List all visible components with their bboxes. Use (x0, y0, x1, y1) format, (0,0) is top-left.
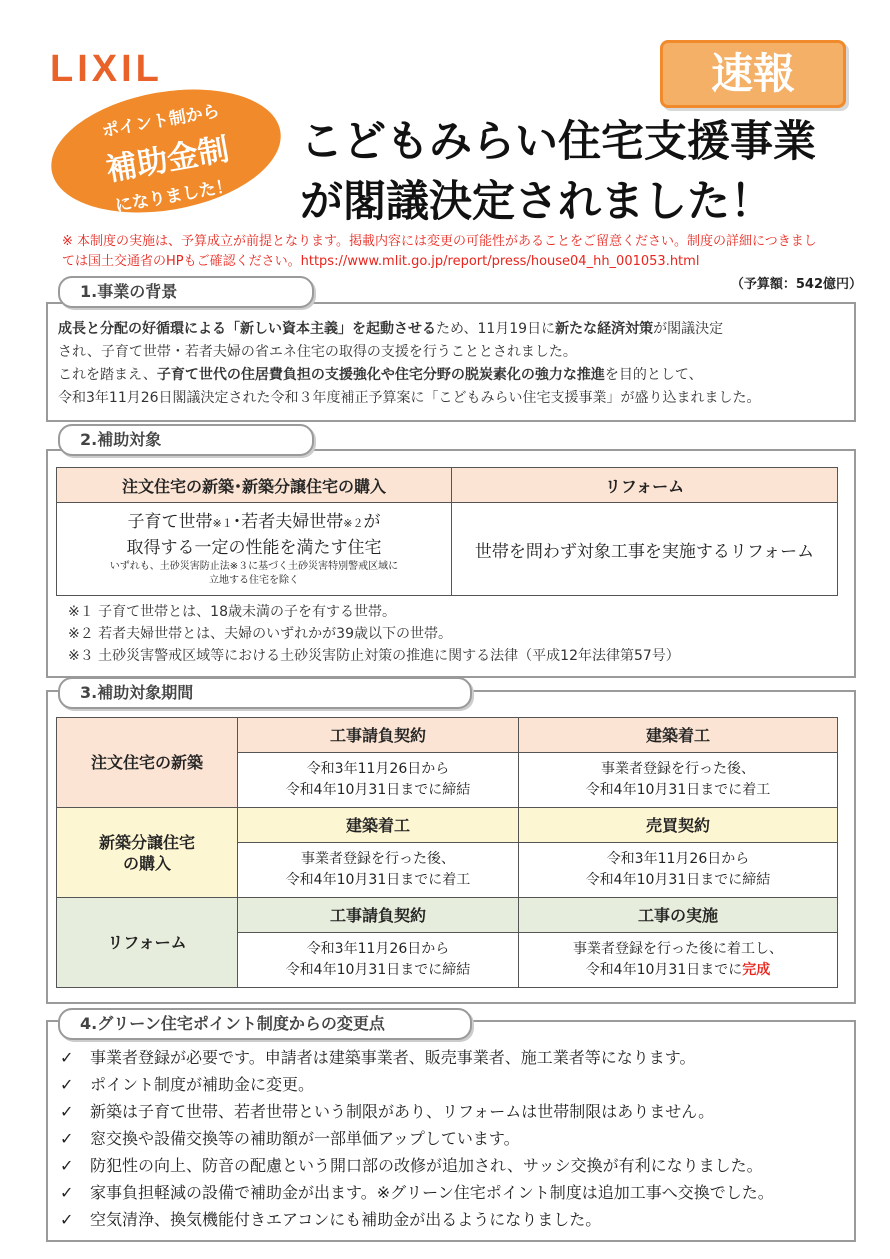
background-line1-b: が閣議決定 (653, 321, 724, 337)
period-row1-header1: 工事請負契約 (238, 718, 519, 753)
eligibility-notes (68, 601, 680, 667)
note-3: ※３ 土砂災害警戒区域等における土砂災害防止対策の推進に関する法律（平成12年法律第57号） (68, 648, 680, 664)
period-row1-body1-b: 令和4年10月31日までに締結 (285, 782, 471, 798)
list-item (60, 1044, 774, 1071)
section2-title: 2.補助対象 (58, 424, 314, 456)
period-row2-body2 (518, 843, 837, 898)
title-line1: こどもみらい住宅支援事業 (300, 117, 816, 167)
eligibility-header-reform: リフォーム (452, 468, 838, 503)
background-line4: 令和3年11月26日閣議決定された令和３年度補正予算案に「こどもみらい住宅支援事業」が盛り込まれました。 (58, 390, 761, 406)
eligibility-text-a: 子育て世帯 (127, 512, 213, 532)
background-text (58, 318, 761, 410)
background-line1-a: ため、11月19日に (436, 321, 556, 337)
list-item (60, 1071, 774, 1098)
list-item (60, 1179, 774, 1206)
section1-title: 1.事業の背景 (58, 276, 314, 308)
background-line2: され、子育て世帯・若者夫婦の省エネ住宅の取得の支援を行うこととされました。 (58, 344, 577, 360)
change-item-text: ポイント制度が補助金に変更。 (90, 1075, 315, 1094)
period-table (56, 717, 838, 988)
eligibility-newbuild-cell (57, 503, 452, 596)
background-line1-bold: 成長と分配の好循環による「新しい資本主義」を起動させる (58, 321, 436, 337)
eligibility-exclusion-line2: 立地する住宅を除く (209, 575, 299, 586)
check-icon: ✓ (60, 1210, 74, 1229)
badge-line1: ポイント制から (100, 101, 222, 142)
check-icon: ✓ (60, 1129, 74, 1148)
period-row1-body2-a: 事業者登録を行った後、 (600, 761, 755, 777)
check-icon: ✓ (60, 1102, 74, 1121)
period-row2-body2-a: 令和3年11月26日から (606, 851, 750, 867)
eligibility-newbuild-line1 (58, 510, 450, 536)
period-row3-body2-a: 事業者登録を行った後に着工し、 (572, 941, 783, 957)
flash-label: 速報 (660, 40, 846, 108)
eligibility-text-c: が (363, 512, 381, 532)
period-row3-body2 (518, 933, 837, 988)
notice-line2: ては国土交通省のHPもご確認ください。https://www.mlit.go.jp/report/press/house04_hh_001053.html (62, 254, 700, 269)
period-row3-body1-a: 令和3年11月26日から (306, 941, 450, 957)
section-eligibility (46, 449, 856, 678)
note-2: ※２ 若者夫婦世帯とは、夫婦のいずれかが39歳以下の世帯。 (68, 626, 452, 642)
change-item-text: 家事負担軽減の設備で補助金が出ます。※グリーン住宅ポイント制度は追加工事へ交換でした。 (90, 1183, 774, 1202)
budget-amount: （予算額：542億円） (730, 277, 862, 292)
period-row1-body1-a: 令和3年11月26日から (306, 761, 450, 777)
period-row2-body1-a: 事業者登録を行った後、 (300, 851, 455, 867)
background-line3 (58, 364, 761, 387)
check-icon: ✓ (60, 1048, 74, 1067)
background-line3-b: を目的として、 (604, 367, 703, 383)
period-row2-body2-b: 令和4年10月31日までに締結 (585, 872, 771, 888)
period-row3-body2-line2 (520, 960, 836, 981)
change-item-text: 防犯性の向上、防音の配慮という開口部の改修が追加され、サッシ交換が有利になりました。 (90, 1156, 763, 1175)
period-row1-header2: 建築着工 (518, 718, 837, 753)
period-row3-body1-b: 令和4年10月31日までに締結 (285, 962, 471, 978)
section-period (46, 690, 856, 1004)
period-row3-body2-b: 令和4年10月31日までに (585, 962, 743, 978)
badge-line2: 補助金制 (103, 131, 232, 189)
period-row1-body1 (238, 753, 519, 808)
eligibility-header-newbuild: 注文住宅の新築･新築分譲住宅の購入 (57, 468, 452, 503)
note-ref-2: ※２ (343, 517, 364, 530)
badge-line3: になりました！ (113, 176, 235, 217)
change-item-text: 空気清浄、換気機能付きエアコンにも補助金が出るようになりました。 (90, 1210, 602, 1229)
background-line3-a: これを踏まえ、 (58, 367, 157, 383)
check-icon: ✓ (60, 1183, 74, 1202)
period-row2-header2: 売買契約 (518, 808, 837, 843)
title-line2: が閣議決定されました！ (300, 177, 773, 227)
background-line1-bold2: 新たな経済対策 (555, 321, 654, 337)
section4-title: 4.グリーン住宅ポイント制度からの変更点 (58, 1008, 472, 1040)
eligibility-exclusion-line1: いずれも、土砂災害防止法※３に基づく土砂災害特別警戒区域に (109, 561, 399, 572)
notice-line1: ※ 本制度の実施は、予算成立が前提となります。掲載内容には変更の可能性があることをご留意ください。制度の詳細につきまし (62, 234, 817, 249)
period-row1-body2 (518, 753, 837, 808)
list-item (60, 1125, 774, 1152)
change-item-text: 事業者登録が必要です。申請者は建築事業者、販売事業者、施工業者等になります。 (90, 1048, 696, 1067)
period-row-newbuild-label: 注文住宅の新築 (57, 718, 238, 808)
background-line3-bold: 子育て世代の住居費負担の支援強化や住宅分野の脱炭素化の強力な推進 (156, 367, 605, 383)
eligibility-reform-cell: 世帯を問わず対象工事を実施するリフォーム (452, 503, 838, 596)
period-row2-label-a: 新築分譲住宅 (98, 832, 195, 852)
check-icon: ✓ (60, 1156, 74, 1175)
section-changes (46, 1020, 856, 1242)
check-icon: ✓ (60, 1075, 74, 1094)
period-row3-header1: 工事請負契約 (238, 898, 519, 933)
eligibility-text-b: ･若者夫婦世帯 (232, 512, 344, 532)
period-row2-body1 (238, 843, 519, 898)
eligibility-newbuild-line2: 取得する一定の性能を満たす住宅 (126, 538, 382, 558)
notice-text (62, 232, 852, 272)
lixil-logo: LIXIL (50, 48, 163, 90)
period-row-reform-label: リフォーム (57, 898, 238, 988)
note-1: ※１ 子育て世帯とは、18歳未満の子を有する世帯。 (68, 604, 396, 620)
changes-list (60, 1044, 774, 1233)
completion-highlight: 完成 (742, 962, 771, 978)
subsidy-badge (42, 73, 291, 229)
page-title (300, 112, 816, 232)
list-item (60, 1098, 774, 1125)
change-item-text: 窓交換や設備交換等の補助額が一部単価アップしています。 (90, 1129, 520, 1148)
period-row2-header1: 建築着工 (238, 808, 519, 843)
period-row3-body1 (238, 933, 519, 988)
section3-title: 3.補助対象期間 (58, 677, 472, 709)
note-ref-1: ※１ (212, 517, 233, 530)
change-item-text: 新築は子育て世帯、若者世帯という制限があり、リフォームは世帯制限はありません。 (90, 1102, 715, 1121)
period-row-condo-label (57, 808, 238, 898)
section-background (46, 302, 856, 422)
list-item (60, 1206, 774, 1233)
list-item (60, 1152, 774, 1179)
period-row1-body2-b: 令和4年10月31日までに着工 (585, 782, 771, 798)
period-row3-header2: 工事の実施 (518, 898, 837, 933)
period-row2-label-b: の購入 (122, 853, 171, 873)
period-row2-body1-b: 令和4年10月31日までに着工 (285, 872, 471, 888)
background-line1 (58, 318, 761, 341)
eligibility-table (56, 467, 838, 596)
